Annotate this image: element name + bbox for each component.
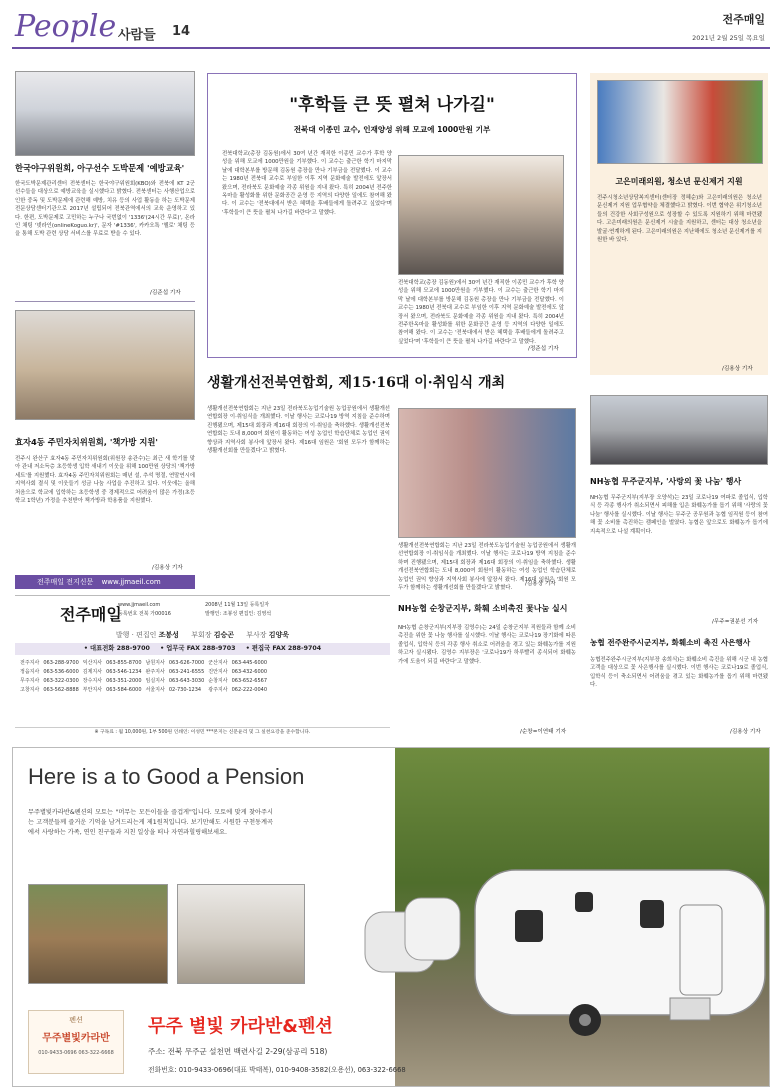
section-title-en: People [15, 9, 117, 44]
logo-phone: 010-9433-0696 063-322-6668 [38, 1050, 114, 1056]
dir-cell: 익산지사 [82, 660, 103, 666]
brand-bar-url[interactable]: www.jjmaeil.com [101, 578, 161, 586]
baseball-byline: /김준섭 기자 [150, 290, 181, 296]
dir-cell: 장수지사 [82, 678, 103, 684]
hyoja-body: 전주시 완산구 효자4동 주민자치위원회(위원장 송관수)는 최근 새 학기를 맞아 관내 저소득층 초등학생 입학 새내기 이웃을 위해 100만원 상당의 '책가방 세트'를 지원했다. 효자4동 주민자치위원회는 매년 설, 추석 명절, 연말연시에 지역사회 결식 및 이웃들기 성금 나눔 사업을 추진하고 있다. 이웃에는 올해 처음으로 학교에 입학하는 초등학생 중 경제적으로 어려움이 많은 가정(초등학교 1학년) 가정을 추천받아 책가방과 학용품을 지원했다. [15, 456, 195, 505]
hyoja-byline: /김용상 기자 [152, 565, 183, 571]
muju-photo [590, 395, 768, 465]
phone-edit-fax: • 편집국 FAX 288-9704 [245, 645, 322, 652]
publisher-name: 조봉성 [158, 631, 179, 639]
editor-name: 김승곤 [213, 631, 235, 639]
council-body: 전주시청소년상담복지센터(센터장 정혜순)와 고은미래의원은 청소년 문신제거 지원 업무협약을 체결했다고 밝혔다. 이번 협약은 위기청소년들의 건강한 사회구성원으로 성장할 수 있도록 지원하기 위해 마련됐다. 고은미래의원은 문신제거 시술을 지원하고, 센터는 대상 청소년을 발굴·연계하게 된다. 고은미래의원은 지난해에도 청소년 문신제거를 지원한 바 있다. [597, 195, 762, 244]
dir-cell: 063-546-1234 [106, 669, 142, 675]
info-directory [20, 659, 271, 695]
caravan-wheel-hub [579, 1014, 591, 1026]
paper-name: 전주매일 [722, 13, 765, 26]
council-byline: /김용상 기자 [722, 366, 753, 372]
publisher-label: 발행 · 편집인 [115, 631, 157, 639]
donation-photo [398, 155, 564, 275]
caravan-window-2 [575, 892, 593, 912]
directory-row [20, 677, 271, 686]
info-date-1: 2008년 11월 13일 등록일자 [205, 602, 270, 608]
dir-cell: 063-536-6000 [43, 669, 79, 675]
phone-main: • 대표전화 288-9700 [83, 645, 150, 652]
ad-headline: Here is a to Good a Pension [28, 764, 305, 789]
dir-cell: 063-351-2000 [106, 678, 142, 684]
dir-cell: 063-432-6000 [231, 669, 267, 675]
hyoja-headline: 효자4동 주민자치위원회, '책가방 지원' [15, 437, 158, 447]
dir-cell: 김제지사 [82, 669, 103, 675]
caravan-window-3 [640, 900, 664, 928]
society-body-left: 생활개선전북연합회는 지난 23일 전라북도농업기술원 농업공원에서 생활개선연합회장 이·취임식을 개최했다. 이날 행사는 코로나19 방역 지침을 준수하며 진행됐으며, 제15대 회장과 제16대 회장의 이·취임을 축하했다. 생활개선전북연합회는 도내 8,000여 회원이 활동하는 여성 농업인 학습단체로 농업인 권익 향상과 지역사회 봉사에 앞장서 왔다. 제16대 임원은 '회원 모두가 함께하는 생활개선회를 만들겠다'고 밝혔다. [207, 406, 390, 455]
dir-cell: 무주지사 [20, 678, 40, 684]
phone-bar [15, 643, 390, 655]
sunchang-body: NH농협 순창군지부(지부장 김영수)는 24일 순창군지부 직원들과 함께 소비촉진을 위한 꽃 나눔 행사를 실시했다. 이날 행사는 코로나19 장기화에 따른 졸업식, 입학식 등의 각종 행사 취소로 어려움을 겪고 있는 화훼농가를 지원하고자 실시됐다. 김영수 지부장은 '코로나19가 하루빨리 종식되어 화훼농가에 도움이 되길 바란다'고 말했다. [398, 625, 576, 665]
directory-row [20, 668, 271, 677]
info-site[interactable]: www.jjmaeil.com [118, 602, 161, 608]
ad-photo-deck [28, 884, 168, 984]
wanju-byline: /김용상 기자 [730, 729, 761, 735]
vice-label: 부사장 [246, 631, 267, 639]
page-number: 14 [172, 24, 191, 39]
dir-cell: 고창지사 [20, 687, 40, 693]
brand-bar-label: 전주매일 전지신문 [37, 578, 94, 586]
dir-cell: 063-241-6555 [168, 669, 205, 675]
donation-body-left: 전북대학교(총장 김동원)에서 30여 년간 재직한 이종민 교수가 후학 양성을 위해 모교에 1000만원을 기부했다. 이 교수는 출근한 학기 마지막 날에 대학본부를 방문해 김동원 총장을 만나 기부금을 전달했다. 이 교수는 1980년 전북대 교수로 부임한 이후 지역 문화예술 발전에도 앞장서 왔으며, 전라북도 문화예술 각종 위원을 지내 왔다. 특히 2004년 전주한옥마을 활성화를 위한 문화공간 운영 등 지역의 다양한 일에도 참여해 왔다. 이 교수는 '전북대에서 받은 혜택을 후배들에게 돌려주고 싶었다'며 '후학들이 큰 뜻을 펼쳐 나가길 바란다'고 말했다. [222, 151, 392, 216]
info-footer: ※ 구독료 : 월 10,000원, 1부 500원 인쇄인: 이성민 ***본지는 신문윤리 및 그 실천요강을 준수합니다. [15, 727, 390, 737]
dir-cell: 063-322-0300 [43, 678, 79, 684]
directory-row [20, 686, 271, 695]
logo-main-text: 무주별빛카라반 [42, 1033, 110, 1044]
donation-body-right: 전북대학교(총장 김동원)에서 30여 년간 재직한 이종민 교수가 후학 양성을 위해 모교에 1000만원을 기부했다. 이 교수는 출근한 학기 마지막 날에 대학본부를 방문해 김동원 총장을 만나 기부금을 전달했다. 이 교수는 1980년 전북대 교수로 부임한 이후 지역 문화예술 발전에도 앞장서 왔으며, 전라북도 문화예술 각종 위원을 지내 왔다. 특히 2004년 전주한옥마을 활성화를 위한 문화공간 운영 등 지역의 다양한 일에도 참여해 왔다. 이 교수는 '전북대에서 받은 혜택을 후배들에게 돌려주고 싶었다'며 '후학들이 큰 뜻을 펼쳐 나가길 바란다'고 말했다. [398, 280, 564, 345]
dir-cell: 부안지사 [82, 687, 103, 693]
sunchang-headline: NH농협 순창군지부, 화훼 소비촉진 꽃나눔 실시 [398, 604, 568, 613]
donation-headline: "후학들 큰 뜻 펼쳐 나가길" [289, 95, 495, 115]
section-title-ko: 사람들 [118, 28, 156, 43]
info-paper-name: 전주매일 [60, 605, 122, 624]
dir-cell: 02-730-1234 [168, 687, 202, 693]
info-date-2: 발행인: 조봉성 편집인: 김영석 [205, 611, 272, 617]
dir-cell: 063-643-3030 [168, 678, 205, 684]
hyoja-photo [15, 310, 195, 420]
phone-biz-fax: • 업무국 FAX 288-9703 [160, 645, 236, 652]
ad-photo-interior [177, 884, 305, 984]
caravan-illustration [395, 850, 769, 1086]
info-staff [15, 630, 390, 640]
society-body-right: 생활개선전북연합회는 지난 23일 전라북도농업기술원 농업공원에서 생활개선연합회장 이·취임식을 개최했다. 이날 행사는 코로나19 방역 지침을 준수하며 진행됐으며, 제15대 회장과 제16대 회장의 이·취임을 축하했다. 생활개선전북연합회는 도내 8,000여 회원이 활동하는 여성 농업인 학습단체로 농업인 권익 향상과 지역사회 봉사에 앞장서 왔다. 제16대 임원은 '회원 모두가 함께하는 생활개선회를 만들겠다'고 밝혔다. [398, 543, 576, 592]
dir-cell: 전주지사 [20, 660, 40, 666]
col1-rule-1 [15, 301, 195, 302]
dir-cell: 063-652-6567 [231, 678, 267, 684]
dir-cell: 서울지사 [145, 687, 165, 693]
sunchang-byline: /순창=이연태 기자 [520, 729, 567, 735]
council-headline: 고은미래의원, 청소년 문신제거 지원 [615, 177, 743, 186]
directory-row [20, 659, 271, 668]
council-photo [597, 80, 763, 164]
dir-cell: 063-855-8700 [106, 660, 142, 666]
brand-bar [15, 575, 195, 589]
wanju-headline: 농협 전주완주시군지부, 화훼소비 촉진 사은행사 [590, 638, 751, 647]
society-photo [398, 408, 576, 538]
dir-cell: 정읍지사 [20, 669, 40, 675]
caravan-ac-unit [670, 998, 710, 1020]
ad-address: 주소: 전북 무주군 설천면 백련사길 2-29(삼공리 518) [148, 1047, 328, 1056]
dir-cell: 순창지사 [208, 678, 228, 684]
donation-subhead: 전북대 이종민 교수, 인재양성 위해 모교에 1000만원 기부 [293, 125, 491, 134]
dir-cell: 062-222-0040 [231, 687, 267, 693]
info-reg: 등록번호 전북 가00016 [118, 611, 171, 617]
ad-intro: 무주별빛카라반&펜션의 모토는 "머무는 모든이들을 즐겁게"입니다. 모토에 맞게 찾아주시는 고객분들께 즐거운 기억을 남겨드리는게 제1원칙입니다. 보기만해도 시원한 구천동계곡에서 사랑하는 가족, 연인 친구들과 지친 일상을 떠나 자연과힐링해보세요. [28, 809, 273, 836]
donation-byline: /정준섭 기자 [528, 346, 559, 352]
caravan-far-2 [405, 898, 460, 960]
dir-cell: 광주지사 [208, 687, 228, 693]
dir-cell: 063-445-6000 [231, 660, 267, 666]
muju-headline: NH농협 무주군지부, '사랑의 꽃 나눔' 행사 [590, 477, 742, 486]
muju-body: NH농협 무주군지부(지부장 오양석)는 23일 코로나19 여파로 졸업식, 입학식 등 각종 행사가 취소되면서 피해를 입은 화훼농가를 돕기 위해 '사랑의 꽃 나눔' 행사를 실시했다. 이날 행사는 무주군 공무원과 농협 임직원 등이 참여해 꽃 소비를 촉진하는 캠페인을 벌였다. 농협은 앞으로도 화훼농가 돕기에 지속적으로 나설 계획이다. [590, 495, 768, 535]
dir-cell: 063-288-9700 [43, 660, 79, 666]
dir-cell: 임실지사 [145, 678, 165, 684]
muju-byline: /무주=권분선 기자 [712, 619, 759, 625]
society-headline: 생활개선전북연합회, 제15·16대 이·취임식 개최 [207, 375, 506, 391]
dir-cell: 완주지사 [145, 669, 165, 675]
caravan-window-1 [515, 910, 543, 942]
dir-cell: 남원지사 [145, 660, 165, 666]
baseball-headline: 한국야구위원회, 아구선수 도박문제 '예방교육' [15, 163, 185, 173]
ad-phone: 전화번호: 010-9433-0696(대표 박태복), 010-9408-3582(오용선), 063-322-6668 [148, 1066, 406, 1074]
ad-logo [28, 1010, 124, 1074]
baseball-photo [15, 71, 195, 156]
editor-label: 부회장 [191, 631, 212, 639]
masthead-rule [12, 47, 770, 49]
baseball-body: 한국도박문제관리센터 전북센터는 한국야구위원회(KBO)와 전북에 KT 2군 선수들을 대상으로 예방교육을 실시했다고 밝혔다. 전북센터는 사행산업으로 인한 중독 및 도박문제에 관련해 예방, 치유 등의 사업 활동을 하는 도박문제 전문상담센터기관으로 2017년 설립되어 전북관역에서의 교육 운영하고 있다. 한편, 도박문제로 고민하는 누구나 국번없이 '1336'(24시간 무료)', 온라인 채팅 '넷라인(onlineKoguo.kr)', 문자 '#1336', 카카오톡 '헬로' 채팅 등을 통해 도박 관련 상담 서비스를 무료로 받을 수 있다. [15, 181, 195, 238]
dir-cell: 군산지사 [208, 660, 228, 666]
logo-top-text: 펜션 [69, 1016, 83, 1024]
dir-cell: 063-562-8888 [43, 687, 79, 693]
issue-date: 2021년 2월 25일 목요일 [692, 34, 765, 42]
ad-business-name: 무주 별빛 카라반&펜션 [148, 1016, 333, 1037]
masthead [0, 0, 777, 48]
wanju-body: 농협전주완주시군지부(지부장 송희식)는 화훼소비 촉진을 위해 시군 내 농협 고객을 대상으로 꽃 사은행사를 실시했다. 이번 행사는 코로나19로 졸업식, 입학식 등이 축소되면서 어려움을 겪고 있는 화훼농가를 돕기 위해 마련됐다. [590, 657, 768, 689]
dir-cell: 063-584-6000 [106, 687, 142, 693]
society-byline: /김용상 기자 [525, 581, 556, 587]
vice-name: 김양욱 [268, 631, 290, 639]
dir-cell: 진안지사 [208, 669, 228, 675]
dir-cell: 063-626-7000 [168, 660, 205, 666]
